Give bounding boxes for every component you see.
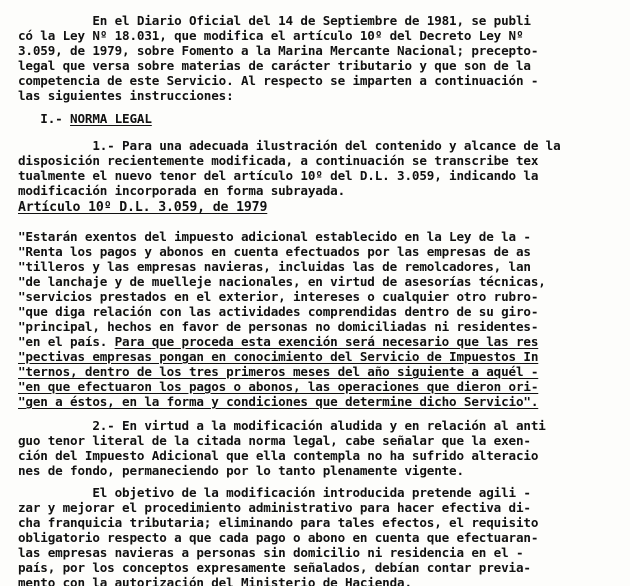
quote-line: "principal, hechos en favor de personas no domiciliadas ni residentes- xyxy=(18,319,539,334)
section-heading xyxy=(18,111,152,126)
para1-line: 1.- Para una adecuada ilustración del contenido y alcance de la xyxy=(18,138,561,153)
quote-underlined-line: "en que efectuaron los pagos o abonos, las operaciones que dieron ori- xyxy=(18,379,539,394)
para3-line: cha franquicia tributaria; eliminando para tales efectos, el requisito xyxy=(18,515,539,530)
intro-line: có la Ley Nº 18.031, que modifica el artículo 10º del Decreto Ley Nº xyxy=(18,28,524,43)
para2-line: guo tenor literal de la citada norma legal, cabe señalar que la exen- xyxy=(18,433,531,448)
para3-line: zar y mejorar el procedimiento administrativo para hacer efectiva di- xyxy=(18,500,531,515)
para3-line: las empresas navieras a personas sin domicilio ni residencia en el - xyxy=(18,545,524,560)
intro-line: legal que versa sobre materias de carácter tributario y que son de la xyxy=(18,58,531,73)
para3-line: obligatorio respecto a que cada pago o abono en cuenta que efectuaran- xyxy=(18,530,539,545)
quote-line: "Renta los pagos y abonos en cuenta efectuados por las empresas de as xyxy=(18,244,531,259)
para3-line: país, por los conceptos expresamente señalados, debían contar previa- xyxy=(18,560,531,575)
quote-line: "servicios prestados en el exterior, intereses o cualquier otro rubro- xyxy=(18,289,539,304)
article-heading: Artículo 10º D.L. 3.059, de 1979 xyxy=(18,200,268,215)
para3-line: mento con la autorización del Ministerio de Hacienda. xyxy=(18,575,412,586)
para1-line: modificación incorporada en forma subrayada. xyxy=(18,183,346,198)
quote-underlined-line: "pectivas empresas pongan en conocimiento del Servicio de Impuestos In xyxy=(18,349,539,364)
section-heading-number: I.- xyxy=(18,111,71,126)
para2-line: nes de fondo, permaneciendo por lo tanto plenamente vigente. xyxy=(18,463,464,478)
quote-underlined-line: "ternos, dentro de los tres primeros meses del año siguiente a aquél - xyxy=(18,364,539,379)
quote-line: "Estarán exentos del impuesto adicional establecido en la Ley de la - xyxy=(18,229,531,244)
section-heading-text: NORMA LEGAL xyxy=(70,111,152,126)
intro-line: En el Diario Oficial del 14 de Septiembre de 1981, se publi xyxy=(18,13,531,28)
intro-line: las siguientes instrucciones: xyxy=(18,88,234,103)
quote-prefix: "en el país. xyxy=(18,334,115,349)
quote-line-mixed xyxy=(18,334,538,349)
para1-line: tualmente el nuevo tenor del artículo 10º del D.L. 3.059, indicando la xyxy=(18,168,539,183)
quote-line: "que diga relación con las actividades comprendidas dentro de su giro- xyxy=(18,304,539,319)
para1-line: disposición recientemente modificada, a continuación se transcribe tex xyxy=(18,153,539,168)
quote-underlined-line: "gen a éstos, en la forma y condiciones que determine dicho Servicio". xyxy=(18,394,539,409)
para2-line: ción del Impuesto Adicional que ella contempla no ha sufrido alteracio xyxy=(18,448,539,463)
quote-line: "tilleros y las empresas navieras, incluidas las de remolcadores, lan xyxy=(18,259,531,274)
quote-line: "de lanchaje y de muelleje nacionales, en virtud de asesorías técnicas, xyxy=(18,274,546,289)
para2-line: 2.- En virtud a la modificación aludida y en relación al anti xyxy=(18,418,546,433)
intro-line: 3.059, de 1979, sobre Fomento a la Marina Mercante Nacional; precepto- xyxy=(18,43,539,58)
intro-line: competencia de este Servicio. Al respecto se imparten a continuación - xyxy=(18,73,539,88)
quote-underlined-start: Para que proceda esta exención será necesario que las res xyxy=(114,334,539,349)
para3-line: El objetivo de la modificación introducida pretende agili - xyxy=(18,485,531,500)
